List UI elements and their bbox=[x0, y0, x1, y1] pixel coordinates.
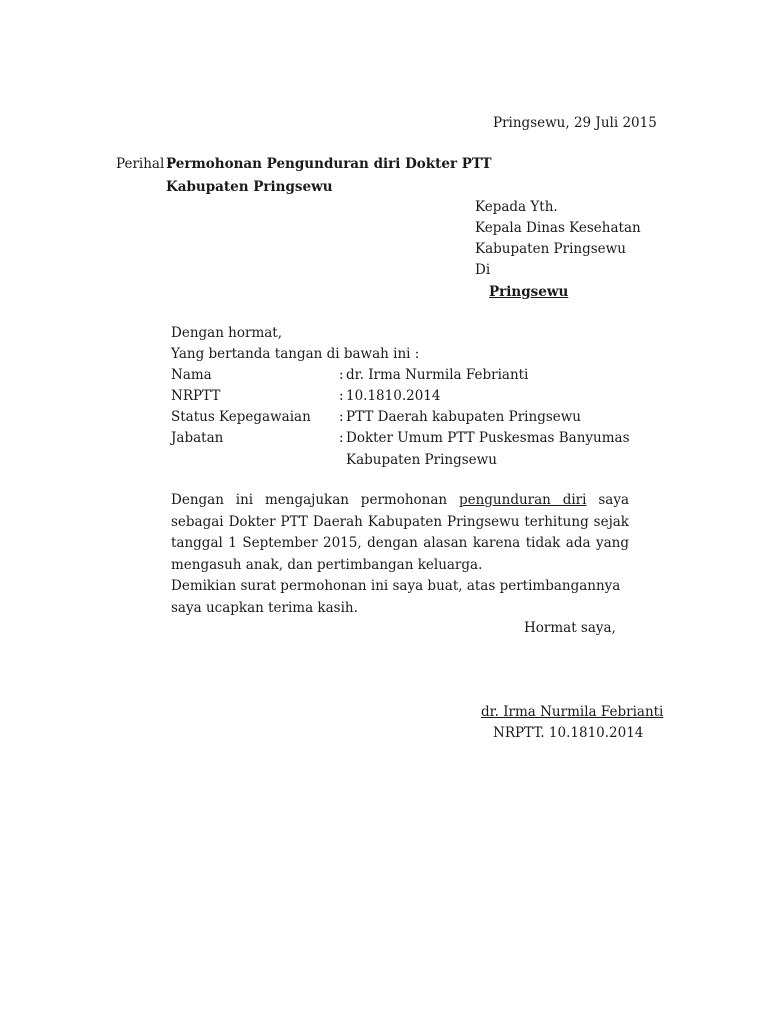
intro-line: Yang bertanda tangan di bawah ini : bbox=[171, 346, 420, 362]
field-label-jabatan: Jabatan bbox=[171, 430, 224, 446]
subject-label: Perihal : bbox=[116, 156, 174, 172]
subject-line-1: Permohonan Pengunduran diri Dokter PTT bbox=[166, 156, 492, 172]
field-label-status: Status Kepegawaian bbox=[171, 409, 311, 425]
field-value-nrptt: 10.1810.2014 bbox=[346, 388, 441, 404]
field-label-nama: Nama bbox=[171, 367, 212, 383]
recipient-line: Di bbox=[475, 262, 491, 278]
body-paragraph-2: Demikian surat permohonan ini saya buat, atas pertimbangannya saya ucapkan terima kasih. bbox=[171, 578, 621, 616]
body-text-segment: Dengan ini mengajukan permohonan bbox=[171, 492, 448, 508]
signature-nrptt: NRPTT. 10.1810.2014 bbox=[493, 725, 644, 741]
field-label-nrptt: NRPTT bbox=[171, 388, 221, 404]
field-value-nama: dr. Irma Nurmila Febrianti bbox=[346, 367, 529, 383]
field-colon: : bbox=[339, 409, 344, 425]
field-value-status: PTT Daerah kabupaten Pringsewu bbox=[346, 409, 581, 425]
recipient-city: Pringsewu bbox=[489, 284, 569, 300]
field-value-jabatan-line-2: Kabupaten Pringsewu bbox=[346, 452, 497, 468]
field-colon: : bbox=[339, 430, 344, 446]
recipient-line: Kepala Dinas Kesehatan bbox=[475, 220, 641, 236]
recipient-line: Kabupaten Pringsewu bbox=[475, 241, 626, 257]
signature-name: dr. Irma Nurmila Febrianti bbox=[481, 704, 664, 720]
field-value-jabatan: Dokter Umum PTT Puskesmas Banyumas bbox=[346, 430, 630, 446]
salutation: Dengan hormat, bbox=[171, 325, 283, 341]
date-line: Pringsewu, 29 Juli 2015 bbox=[493, 115, 657, 131]
closing: Hormat saya, bbox=[524, 620, 616, 636]
subject-line-2: Kabupaten Pringsewu bbox=[166, 179, 333, 195]
body-underlined-phrase: pengunduran diri bbox=[458, 492, 587, 508]
field-colon: : bbox=[339, 388, 344, 404]
body-text-segment: saya sebagai Dokter PTT Daerah Kabupaten Pringsewu terhitung sejak tanggal 1 September 2015, dengan alasan karena tidak ada yang mengasuh anak, dan pertimbangan keluarga. bbox=[171, 492, 629, 573]
body-paragraph-1 bbox=[171, 490, 629, 576]
letter-body bbox=[171, 490, 629, 619]
field-colon: : bbox=[339, 367, 344, 383]
recipient-line: Kepada Yth. bbox=[475, 199, 558, 215]
